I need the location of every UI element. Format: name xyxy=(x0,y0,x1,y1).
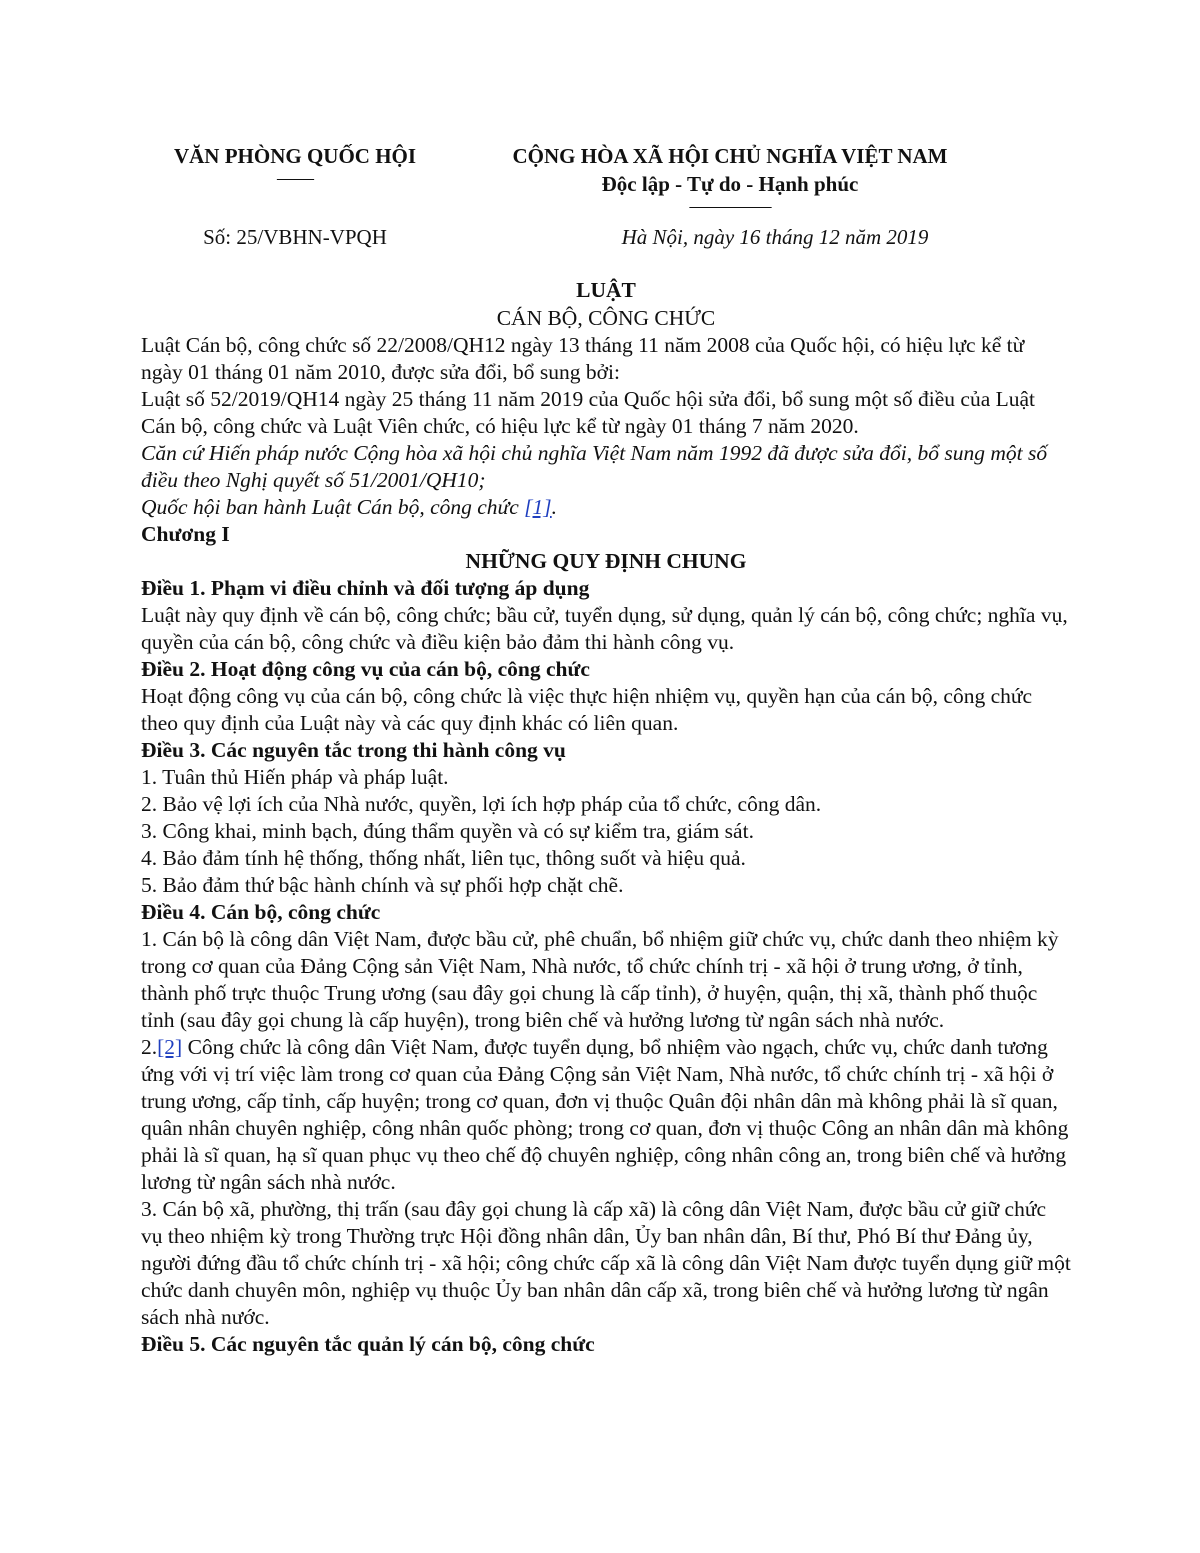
article-3-title: Điều 3. Các nguyên tắc trong thi hành công vụ xyxy=(141,738,566,762)
article-3-item: 2. Bảo vệ lợi ích của Nhà nước, quyền, lợi ích hợp pháp của tổ chức, công dân. xyxy=(141,792,822,816)
article-4-item-3: 3. Cán bộ xã, phường, thị trấn (sau đây gọi chung là cấp xã) là công dân Việt Nam, được bầu cử giữ chức vụ theo nhiệm kỳ trong Thường trực Hội đồng nhân dân, Ủy ban nhân dân, Bí thư, Phó Bí thư Đảng ủy, người đứng đầu tổ chức chính trị - xã hội; công chức cấp xã là công dân Việt Nam được tuyển dụng giữ một chức danh chuyên môn, nghiệp vụ thuộc Ủy ban nhân dân cấp xã, trong biên chế và hưởng lương từ ngân sách nhà nước. xyxy=(141,1197,1071,1329)
article-4-title: Điều 4. Cán bộ, công chức xyxy=(141,900,381,924)
legal-basis: Căn cứ Hiến pháp nước Cộng hòa xã hội chủ nghĩa Việt Nam năm 1992 đã được sửa đổi, bổ sung một số điều theo Nghị quyết số 51/2001/QH10; xyxy=(141,441,1048,492)
preamble-paragraph: Luật số 52/2019/QH14 ngày 25 tháng 11 năm 2019 của Quốc hội sửa đổi, bổ sung một số điều của Luật Cán bộ, công chức và Luật Viên chức, có hiệu lực kể từ ngày 01 tháng 7 năm 2020. xyxy=(141,387,1036,438)
article-3-item: 1. Tuân thủ Hiến pháp và pháp luật. xyxy=(141,765,449,789)
document-body xyxy=(141,276,1071,1358)
footnote-link-1[interactable]: [1] xyxy=(524,495,552,519)
law-type: LUẬT xyxy=(576,278,636,302)
article-3-item: 5. Bảo đảm thứ bậc hành chính và sự phối hợp chặt chẽ. xyxy=(141,873,624,897)
nation-name: CỘNG HÒA XÃ HỘI CHỦ NGHĨA VIỆT NAM xyxy=(512,144,948,168)
agency-rule: –––– xyxy=(277,167,313,189)
place-and-date: Hà Nội, ngày 16 tháng 12 năm 2019 xyxy=(621,225,929,249)
agency-block xyxy=(140,142,450,189)
law-name: CÁN BỘ, CÔNG CHỨC xyxy=(496,306,716,330)
article-5-title: Điều 5. Các nguyên tắc quản lý cán bộ, công chức xyxy=(141,1332,595,1356)
article-2-title: Điều 2. Hoạt động công vụ của cán bộ, công chức xyxy=(141,657,590,681)
article-1-title: Điều 1. Phạm vi điều chỉnh và đối tượng áp dụng xyxy=(141,576,590,600)
article-1-text: Luật này quy định về cán bộ, công chức; bầu cử, tuyển dụng, sử dụng, quản lý cán bộ, công chức; nghĩa vụ, quyền của cán bộ, công chức và điều kiện bảo đảm thi hành công vụ. xyxy=(141,603,1068,654)
footnote-link-2[interactable]: [2] xyxy=(157,1035,183,1059)
preamble-paragraph: Luật Cán bộ, công chức số 22/2008/QH12 ngày 13 tháng 11 năm 2008 của Quốc hội, có hiệu lực kể từ ngày 01 tháng 01 năm 2010, được sửa đổi, bổ sung bởi: xyxy=(141,333,1025,384)
enactment-text: Quốc hội ban hành Luật Cán bộ, công chức xyxy=(141,495,525,519)
item-text: Công chức là công dân Việt Nam, được tuyển dụng, bổ nhiệm vào ngạch, chức vụ, chức danh tương ứng với vị trí việc làm trong cơ quan của Đảng Cộng sản Việt Nam, Nhà nước, tổ chức chính trị - xã hội ở trung ương, cấp tỉnh, cấp huyện; trong cơ quan, đơn vị thuộc Quân đội nhân dân mà không phải là sĩ quan, quân nhân chuyên nghiệp, công nhân quốc phòng; trong cơ quan, đơn vị thuộc Công an nhân dân mà không phải là sĩ quan, hạ sĩ quan phục vụ theo chế độ chuyên nghiệp, công nhân công an, trong biên chế và hưởng lương từ ngân sách nhà nước. xyxy=(141,1035,1069,1194)
article-4-item-2 xyxy=(141,1034,1071,1196)
article-2-text: Hoạt động công vụ của cán bộ, công chức là việc thực hiện nhiệm vụ, quyền hạn của cán bộ, công chức theo quy định của Luật này và các quy định khác có liên quan. xyxy=(141,684,1033,735)
article-3-item: 3. Công khai, minh bạch, đúng thẩm quyền và có sự kiểm tra, giám sát. xyxy=(141,819,754,843)
enactment-end: . xyxy=(551,495,558,519)
national-motto: Độc lập - Tự do - Hạnh phúc xyxy=(601,172,859,196)
chapter-label: Chương I xyxy=(141,522,230,546)
document-number: Số: 25/VBHN-VPQH xyxy=(203,225,387,249)
nation-block xyxy=(460,142,1000,217)
article-3-item: 4. Bảo đảm tính hệ thống, thống nhất, liên tục, thông suốt và hiệu quả. xyxy=(141,846,746,870)
item-number: 2. xyxy=(141,1035,158,1059)
chapter-title: NHỮNG QUY ĐỊNH CHUNG xyxy=(465,549,747,573)
motto-rule: ––––––––– xyxy=(689,195,771,217)
enactment-clause xyxy=(141,494,1071,521)
article-4-item-1: 1. Cán bộ là công dân Việt Nam, được bầu cử, phê chuẩn, bổ nhiệm giữ chức vụ, chức danh theo nhiệm kỳ trong cơ quan của Đảng Cộng sản Việt Nam, Nhà nước, tổ chức chính trị - xã hội ở trung ương, ở tỉnh, thành phố trực thuộc Trung ương (sau đây gọi chung là cấp tỉnh), ở huyện, quận, thị xã, thành phố thuộc tỉnh (sau đây gọi chung là cấp huyện), trong biên chế và hưởng lương từ ngân sách nhà nước. xyxy=(141,927,1059,1032)
agency-name: VĂN PHÒNG QUỐC HỘI xyxy=(173,144,417,168)
